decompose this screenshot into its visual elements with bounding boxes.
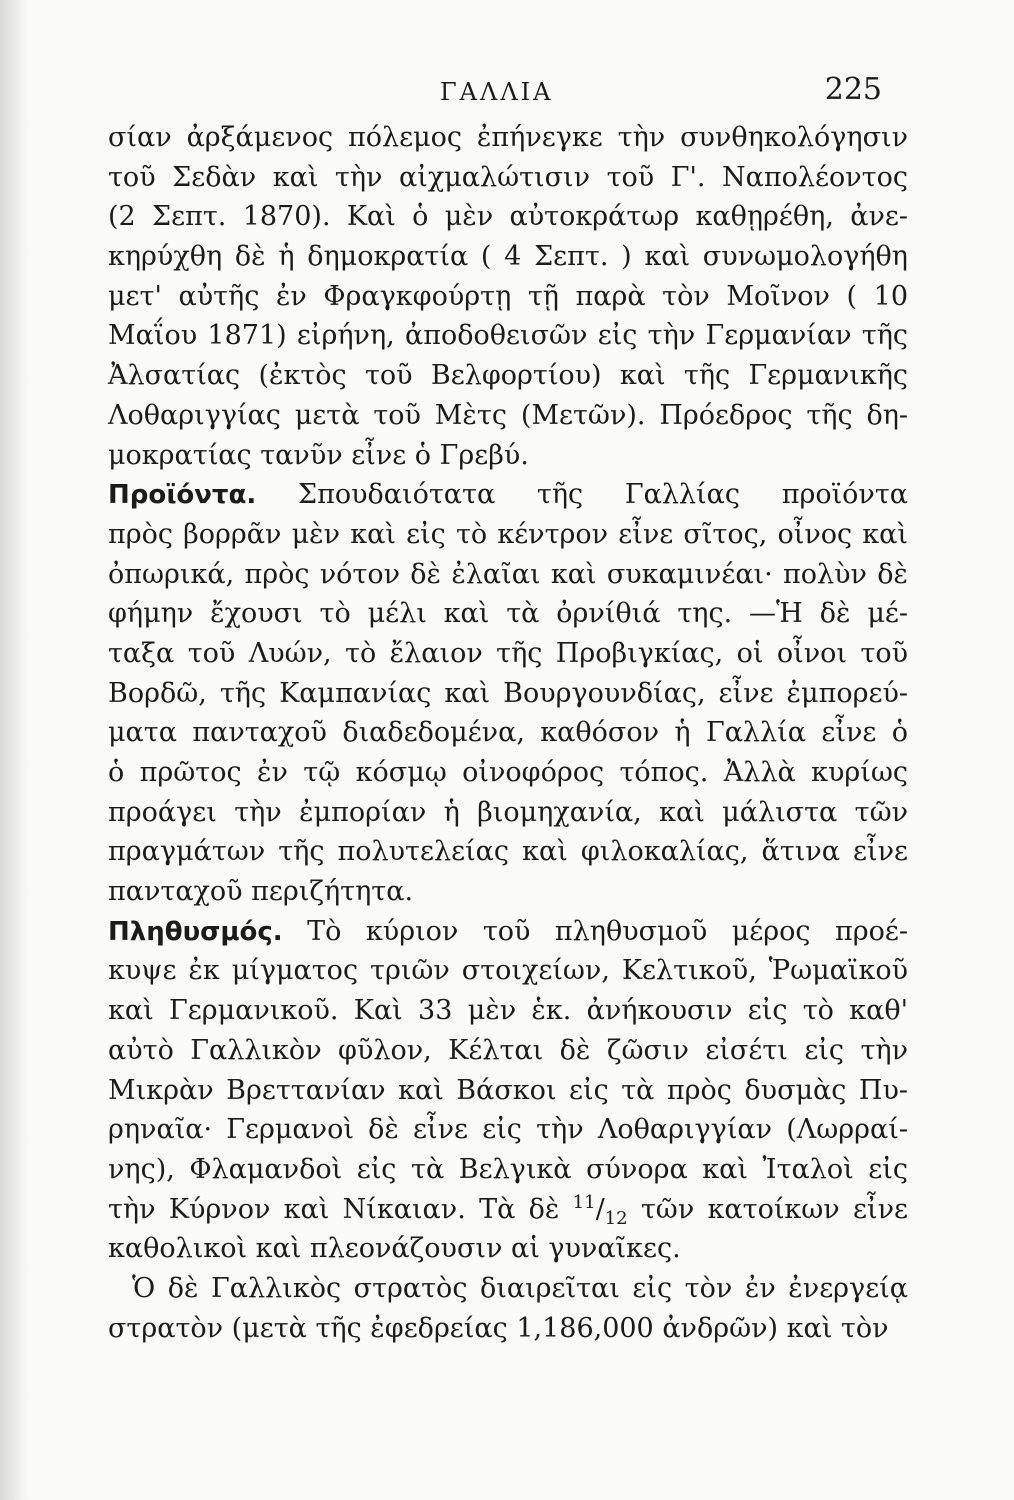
line-text: στρατὸν (μετὰ τῆς ἐφεδρείας 1,186,000 ἀνδρῶν) καὶ τὸν [108, 1312, 889, 1344]
line-text: πραγμάτων τῆς πολυτελείας καὶ φιλοκαλίας, ἅτινα εἶνε [108, 836, 908, 868]
section-heading: Προϊόντα. [108, 480, 257, 511]
text-line [108, 1071, 908, 1111]
line-text: φήμην ἔχουσι τὸ μέλι καὶ τὰ ὀρνίθιά της. —Ἡ δὲ μέ- [108, 598, 908, 630]
line-text: Σπουδαιότατα τῆς Γαλλίας προϊόντα [256, 479, 908, 511]
line-text: ρηναῖα· Γερμανοὶ δὲ εἶνε εἰς τὴν Λοθαριγγίαν (Λωρραί- [108, 1114, 908, 1146]
line-text: μετ' αὐτῆς ἐν Φραγκφούρτῃ τῇ παρὰ τὸν Μοῖνον ( 10 [108, 280, 908, 312]
text-line [108, 912, 908, 952]
line-text: τοῦ Σεδὰν καὶ τὴν αἰχμαλώτισιν τοῦ Γ'. Ναπολέοντος [108, 161, 908, 193]
text-line [108, 872, 908, 912]
text-line [108, 158, 908, 198]
text-line [108, 674, 908, 714]
text-line [108, 277, 908, 317]
text-line [108, 197, 908, 237]
text-line [108, 475, 908, 515]
line-text: καὶ Γερμανικοῦ. Καὶ 33 μὲν ἑκ. ἀνήκουσιν εἰς τὸ καθ' [108, 995, 908, 1027]
text-line [108, 356, 908, 396]
line-text: προάγει τὴν ἐμπορίαν ἡ βιομηχανία, καὶ μάλιστα τῶν [108, 796, 908, 828]
line-text: νης), Φλαμανδοὶ εἰς τὰ Βελγικὰ σύνορα καὶ Ἰταλοὶ εἰς [108, 1153, 908, 1185]
text-line [108, 1031, 908, 1071]
section-heading: Πληθυσμός. [108, 916, 283, 947]
text-line [108, 1150, 908, 1190]
page-gutter-shadow [0, 0, 30, 1500]
text-line [108, 555, 908, 595]
text-line [108, 634, 908, 674]
text-line [108, 713, 908, 753]
text-line [108, 396, 908, 436]
running-head: ΓΑΛΛΙΑ [440, 78, 554, 106]
line-text: (2 Σεπτ. 1870). Καὶ ὁ μὲν αὐτοκράτωρ καθῃρέθη, ἀνε- [108, 201, 908, 233]
line-text: ὀπωρικά, πρὸς νότον δὲ ἐλαῖαι καὶ συκαμινέαι· πολὺν δὲ [108, 558, 908, 590]
text-line [108, 753, 908, 793]
text-line [108, 1110, 908, 1150]
line-text-continued: τῶν κατοίκων εἶνε [627, 1193, 908, 1225]
line-text: καθολικοὶ καὶ πλεονάζουσιν αἱ γυναῖκες. [108, 1233, 681, 1265]
text-line [108, 832, 908, 872]
line-text: Ὁ δὲ Γαλλικὸς στρατὸς διαιρεῖται εἰς τὸν ἐν ἐνεργείᾳ [132, 1272, 908, 1304]
line-text: ματα πανταχοῦ διαδεδομένα, καθόσον ἡ Γαλλία εἶνε ὁ [108, 717, 908, 749]
text-line [108, 118, 908, 158]
line-text: Μικρὰν Βρεττανίαν καὶ Βάσκοι εἰς τὰ πρὸς δυσμὰς Πυ- [108, 1074, 908, 1106]
line-text: Λοθαριγγίας μετὰ τοῦ Μὲτς (Μετῶν). Πρόεδρος τῆς δη- [108, 399, 908, 431]
line-text: κυψε ἐκ μίγματος τριῶν στοιχείων, Κελτικοῦ, Ῥωμαϊκοῦ [108, 955, 908, 987]
body-text [108, 118, 908, 1348]
fraction-slash: / [595, 1193, 605, 1225]
line-text: σίαν ἀρξάμενος πόλεμος ἐπήνεγκε τὴν συνθηκολόγησιν [108, 122, 908, 153]
line-text: Ἀλσατίας (ἐκτὸς τοῦ Βελφορτίου) καὶ τῆς Γερμανικῆς [108, 360, 908, 392]
line-text: τὴν Κύρνον καὶ Νίκαιαν. Τὰ δὲ [108, 1193, 560, 1225]
text-line [108, 951, 908, 991]
fraction-numerator: 11 [572, 1191, 596, 1213]
text-line [108, 1190, 908, 1230]
line-text: μοκρατίας τανῦν εἶνε ὁ Γρεβύ. [108, 439, 529, 471]
text-line [108, 991, 908, 1031]
line-text: Μαΐου 1871) εἰρήνη, ἀποδοθεισῶν εἰς τὴν Γερμανίαν τῆς [108, 320, 908, 352]
line-text: κηρύχθη δὲ ἡ δημοκρατία ( 4 Σεπτ. ) καὶ συνωμολογήθη [108, 241, 908, 273]
text-line [108, 1229, 908, 1269]
text-line [108, 316, 908, 356]
line-text: πανταχοῦ περιζήτητα. [108, 876, 414, 908]
line-text: ταξα τοῦ Λυών, τὸ ἔλαιον τῆς Προβιγκίας, οἱ οἶνοι τοῦ [108, 637, 908, 669]
fraction-denominator: 12 [604, 1207, 628, 1229]
page-number: 225 [824, 72, 882, 107]
line-text: ὁ πρῶτος ἐν τῷ κόσμῳ οἰνοφόρος τόπος. Ἀλλὰ κυρίως [108, 757, 908, 788]
text-line [108, 436, 908, 476]
text-line [108, 1269, 908, 1309]
text-line [108, 1309, 908, 1349]
text-line [108, 594, 908, 634]
text-line [108, 793, 908, 833]
text-line [108, 237, 908, 277]
line-text: Τὸ κύριον τοῦ πληθυσμοῦ μέρος προέ- [282, 915, 908, 947]
line-text: Βορδῶ, τῆς Καμπανίας καὶ Βουργουνδίας, εἶνε ἐμπορεύ- [108, 677, 908, 709]
line-text: πρὸς βορρᾶν μὲν καὶ εἰς τὸ κέντρον εἶνε σῖτος, οἶνος καὶ [108, 518, 908, 550]
line-text: αὐτὸ Γαλλικὸν φῦλον, Κέλται δὲ ζῶσιν εἰσέτι εἰς τὴν [108, 1034, 908, 1066]
page-header [0, 72, 1014, 112]
text-line [108, 515, 908, 555]
